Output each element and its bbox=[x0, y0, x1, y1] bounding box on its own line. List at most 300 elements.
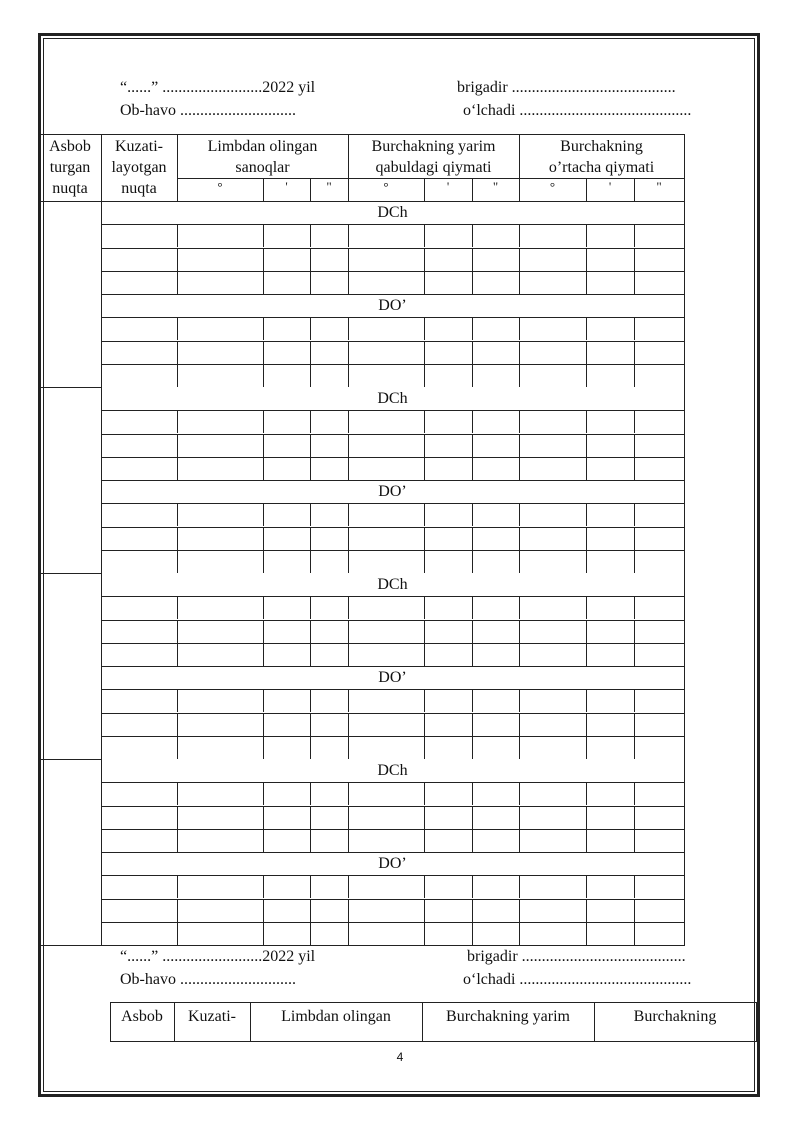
table-row-line bbox=[101, 457, 685, 458]
cell-divider bbox=[348, 457, 349, 480]
cell-divider bbox=[424, 713, 425, 736]
cell-divider bbox=[310, 341, 311, 364]
cell-divider bbox=[310, 248, 311, 271]
cell-divider bbox=[263, 643, 264, 666]
cell-divider bbox=[348, 503, 349, 526]
cell-divider bbox=[519, 689, 520, 712]
cell-divider bbox=[586, 806, 587, 829]
section-label-do: DO’ bbox=[378, 483, 407, 500]
cell-divider bbox=[348, 248, 349, 271]
cell-divider bbox=[177, 643, 178, 666]
cell-divider bbox=[177, 596, 178, 619]
cell-divider bbox=[519, 410, 520, 433]
header-yarim-line1: Burchakning yarim bbox=[371, 138, 496, 155]
cell-divider bbox=[263, 782, 264, 805]
cell-divider bbox=[424, 829, 425, 852]
cell-divider bbox=[519, 503, 520, 526]
cell-divider bbox=[519, 782, 520, 805]
cell-divider bbox=[634, 899, 635, 922]
table-row-line bbox=[101, 806, 685, 807]
header-limbdan bbox=[177, 136, 348, 178]
cell-divider bbox=[348, 434, 349, 457]
cell-divider bbox=[310, 620, 311, 643]
cell-divider bbox=[424, 503, 425, 526]
cell-divider bbox=[472, 782, 473, 805]
cell-divider bbox=[634, 527, 635, 550]
table-right-border bbox=[684, 134, 685, 945]
bottom-date-line: “......” .........................2022 yil bbox=[120, 948, 316, 965]
cell-divider bbox=[263, 829, 264, 852]
cell-divider bbox=[472, 922, 473, 945]
cell-divider bbox=[634, 922, 635, 945]
cell-divider bbox=[348, 899, 349, 922]
cell-divider bbox=[519, 457, 520, 480]
table-row-line bbox=[101, 317, 685, 318]
bottom-measured-line: o‘lchadi ........................................... bbox=[463, 971, 692, 988]
header-asbob-line1: Asbob bbox=[49, 138, 91, 155]
cell-divider bbox=[634, 875, 635, 898]
cell-divider bbox=[586, 643, 587, 666]
table-row-line bbox=[101, 271, 685, 272]
unit-divider bbox=[586, 178, 587, 201]
unit-divider bbox=[424, 178, 425, 201]
cell-divider bbox=[263, 457, 264, 480]
table-row-line bbox=[101, 620, 685, 621]
cell-divider bbox=[177, 271, 178, 294]
cell-divider bbox=[519, 317, 520, 340]
cell-divider bbox=[177, 736, 178, 759]
cell-divider bbox=[519, 596, 520, 619]
measured-line: o‘lchadi ........................................... bbox=[463, 102, 692, 119]
unit-symbol: " bbox=[656, 179, 662, 194]
cell-divider bbox=[348, 271, 349, 294]
cell-divider bbox=[263, 248, 264, 271]
header-yarim-line2: qabuldagi qiymati bbox=[375, 159, 492, 176]
cell-divider bbox=[424, 341, 425, 364]
station-divider bbox=[40, 387, 102, 388]
section-label-dch: DCh bbox=[377, 576, 408, 593]
bottom-table-top bbox=[110, 1002, 757, 1003]
header-yarim bbox=[348, 136, 519, 178]
cell-divider bbox=[263, 922, 264, 945]
cell-divider bbox=[424, 434, 425, 457]
cell-divider bbox=[348, 736, 349, 759]
cell-divider bbox=[634, 782, 635, 805]
cell-divider bbox=[310, 596, 311, 619]
unit-divider bbox=[263, 178, 264, 201]
table-row-line bbox=[101, 503, 685, 504]
bottom-table-bottom bbox=[110, 1041, 757, 1042]
station-divider bbox=[40, 759, 102, 760]
cell-divider bbox=[634, 736, 635, 759]
cell-divider bbox=[310, 829, 311, 852]
cell-divider bbox=[424, 643, 425, 666]
cell-divider bbox=[263, 271, 264, 294]
unit-divider bbox=[310, 178, 311, 201]
cell-divider bbox=[472, 271, 473, 294]
cell-divider bbox=[310, 922, 311, 945]
cell-divider bbox=[586, 689, 587, 712]
unit-symbol: ' bbox=[608, 179, 612, 194]
cell-divider bbox=[263, 434, 264, 457]
cell-divider bbox=[634, 643, 635, 666]
cell-divider bbox=[472, 224, 473, 247]
cell-divider bbox=[310, 899, 311, 922]
header-ortacha-line2: o’rtacha qiymati bbox=[548, 159, 655, 176]
cell-divider bbox=[586, 364, 587, 387]
cell-divider bbox=[424, 457, 425, 480]
cell-divider bbox=[177, 364, 178, 387]
cell-divider bbox=[310, 457, 311, 480]
header-asbob bbox=[40, 136, 100, 199]
table-row-line bbox=[101, 341, 685, 342]
table-row-line bbox=[101, 410, 685, 411]
cell-divider bbox=[263, 364, 264, 387]
table-row-line bbox=[101, 782, 685, 783]
cell-divider bbox=[424, 782, 425, 805]
cell-divider bbox=[634, 410, 635, 433]
cell-divider bbox=[472, 829, 473, 852]
table-row-line bbox=[101, 899, 685, 900]
cell-divider bbox=[472, 596, 473, 619]
table-row-line bbox=[101, 666, 685, 667]
cell-divider bbox=[177, 875, 178, 898]
cell-divider bbox=[263, 550, 264, 573]
cell-divider bbox=[177, 224, 178, 247]
cell-divider bbox=[519, 736, 520, 759]
cell-divider bbox=[586, 527, 587, 550]
bottom-header-label: Burchakning yarim bbox=[446, 1008, 570, 1025]
cell-divider bbox=[177, 550, 178, 573]
table-bottom-border bbox=[40, 945, 685, 946]
cell-divider bbox=[586, 550, 587, 573]
cell-divider bbox=[177, 457, 178, 480]
cell-divider bbox=[424, 736, 425, 759]
table-row-line bbox=[101, 689, 685, 690]
cell-divider bbox=[519, 527, 520, 550]
station-divider bbox=[40, 573, 102, 574]
cell-divider bbox=[634, 713, 635, 736]
cell-divider bbox=[177, 829, 178, 852]
unit-symbol: ° bbox=[217, 179, 223, 194]
cell-divider bbox=[263, 620, 264, 643]
cell-divider bbox=[310, 271, 311, 294]
section-label-dch: DCh bbox=[377, 390, 408, 407]
column-divider bbox=[519, 134, 520, 201]
table-left-border bbox=[40, 134, 41, 945]
cell-divider bbox=[177, 782, 178, 805]
cell-divider bbox=[586, 410, 587, 433]
cell-divider bbox=[424, 596, 425, 619]
cell-divider bbox=[634, 271, 635, 294]
cell-divider bbox=[177, 620, 178, 643]
unit-symbol: " bbox=[326, 179, 332, 194]
cell-divider bbox=[519, 899, 520, 922]
header-kuzati-line3: nuqta bbox=[121, 180, 157, 197]
cell-divider bbox=[586, 434, 587, 457]
section-label-do: DO’ bbox=[378, 855, 407, 872]
cell-divider bbox=[634, 317, 635, 340]
cell-divider bbox=[177, 527, 178, 550]
cell-divider bbox=[424, 364, 425, 387]
cell-divider bbox=[519, 224, 520, 247]
cell-divider bbox=[519, 341, 520, 364]
weather-line: Ob-havo ............................. bbox=[120, 102, 296, 119]
unit-symbol: ° bbox=[383, 179, 389, 194]
cell-divider bbox=[634, 550, 635, 573]
cell-divider bbox=[263, 689, 264, 712]
table-row-line bbox=[101, 922, 685, 923]
cell-divider bbox=[424, 527, 425, 550]
cell-divider bbox=[424, 689, 425, 712]
section-label-do: DO’ bbox=[378, 297, 407, 314]
cell-divider bbox=[472, 410, 473, 433]
cell-divider bbox=[586, 620, 587, 643]
cell-divider bbox=[634, 503, 635, 526]
cell-divider bbox=[472, 550, 473, 573]
table-row-line bbox=[101, 852, 685, 853]
header-asbob-line2: turgan bbox=[49, 159, 91, 176]
cell-divider bbox=[348, 317, 349, 340]
cell-divider bbox=[586, 224, 587, 247]
table-row-line bbox=[101, 643, 685, 644]
cell-divider bbox=[586, 713, 587, 736]
cell-divider bbox=[634, 457, 635, 480]
cell-divider bbox=[348, 527, 349, 550]
cell-divider bbox=[348, 620, 349, 643]
cell-divider bbox=[263, 713, 264, 736]
cell-divider bbox=[519, 829, 520, 852]
cell-divider bbox=[310, 527, 311, 550]
cell-divider bbox=[424, 922, 425, 945]
column-divider bbox=[177, 134, 178, 201]
cell-divider bbox=[263, 875, 264, 898]
cell-divider bbox=[310, 689, 311, 712]
header-limbdan-line1: Limbdan olingan bbox=[207, 138, 318, 155]
cell-divider bbox=[263, 899, 264, 922]
cell-divider bbox=[519, 643, 520, 666]
cell-divider bbox=[634, 248, 635, 271]
table-row-line bbox=[101, 480, 685, 481]
table-row-line bbox=[101, 550, 685, 551]
cell-divider bbox=[177, 503, 178, 526]
cell-divider bbox=[586, 248, 587, 271]
bottom-column-divider bbox=[756, 1002, 757, 1041]
cell-divider bbox=[519, 922, 520, 945]
cell-divider bbox=[310, 434, 311, 457]
cell-divider bbox=[348, 596, 349, 619]
cell-divider bbox=[177, 713, 178, 736]
bottom-header-label: Limbdan olingan bbox=[281, 1008, 391, 1025]
cell-divider bbox=[263, 224, 264, 247]
cell-divider bbox=[424, 620, 425, 643]
cell-divider bbox=[586, 271, 587, 294]
cell-divider bbox=[472, 434, 473, 457]
cell-divider bbox=[472, 689, 473, 712]
cell-divider bbox=[310, 806, 311, 829]
cell-divider bbox=[177, 317, 178, 340]
cell-divider bbox=[310, 643, 311, 666]
cell-divider bbox=[519, 806, 520, 829]
header-kuzati bbox=[101, 136, 177, 199]
page-number: 4 bbox=[396, 1050, 404, 1064]
cell-divider bbox=[424, 224, 425, 247]
table-row-line bbox=[101, 713, 685, 714]
cell-divider bbox=[263, 527, 264, 550]
cell-divider bbox=[263, 341, 264, 364]
cell-divider bbox=[310, 317, 311, 340]
table-row-line bbox=[101, 736, 685, 737]
cell-divider bbox=[586, 341, 587, 364]
table-row-line bbox=[101, 829, 685, 830]
bottom-brigadir-line: brigadir ......................................... bbox=[467, 948, 686, 965]
table-row-line bbox=[101, 364, 685, 365]
cell-divider bbox=[263, 806, 264, 829]
cell-divider bbox=[472, 643, 473, 666]
cell-divider bbox=[348, 875, 349, 898]
cell-divider bbox=[177, 922, 178, 945]
cell-divider bbox=[586, 829, 587, 852]
unit-row-bottom bbox=[40, 201, 685, 202]
cell-divider bbox=[424, 410, 425, 433]
cell-divider bbox=[348, 713, 349, 736]
cell-divider bbox=[519, 364, 520, 387]
cell-divider bbox=[310, 410, 311, 433]
table-row-line bbox=[101, 294, 685, 295]
cell-divider bbox=[519, 271, 520, 294]
unit-symbol: ' bbox=[285, 179, 288, 194]
cell-divider bbox=[263, 410, 264, 433]
table-row-line bbox=[101, 527, 685, 528]
cell-divider bbox=[586, 875, 587, 898]
cell-divider bbox=[472, 806, 473, 829]
cell-divider bbox=[472, 899, 473, 922]
brigadir-line: brigadir ......................................... bbox=[457, 79, 676, 96]
unit-symbol: " bbox=[492, 179, 499, 194]
cell-divider bbox=[348, 922, 349, 945]
cell-divider bbox=[348, 224, 349, 247]
cell-divider bbox=[472, 875, 473, 898]
cell-divider bbox=[348, 829, 349, 852]
cell-divider bbox=[177, 689, 178, 712]
cell-divider bbox=[348, 782, 349, 805]
table-row-line bbox=[101, 224, 685, 225]
column-divider bbox=[348, 134, 349, 201]
column-divider bbox=[101, 134, 102, 945]
date-line: “......” .........................2022 yil bbox=[120, 79, 316, 96]
section-label-dch: DCh bbox=[377, 204, 408, 221]
cell-divider bbox=[586, 899, 587, 922]
cell-divider bbox=[586, 596, 587, 619]
cell-divider bbox=[586, 503, 587, 526]
cell-divider bbox=[634, 596, 635, 619]
section-label-do: DO’ bbox=[378, 669, 407, 686]
cell-divider bbox=[348, 364, 349, 387]
cell-divider bbox=[310, 875, 311, 898]
cell-divider bbox=[634, 620, 635, 643]
cell-divider bbox=[424, 806, 425, 829]
cell-divider bbox=[586, 457, 587, 480]
cell-divider bbox=[472, 620, 473, 643]
cell-divider bbox=[586, 317, 587, 340]
cell-divider bbox=[424, 317, 425, 340]
cell-divider bbox=[519, 248, 520, 271]
cell-divider bbox=[586, 782, 587, 805]
cell-divider bbox=[310, 736, 311, 759]
unit-divider bbox=[472, 178, 473, 201]
table-top-border bbox=[40, 134, 685, 135]
unit-divider bbox=[634, 178, 635, 201]
cell-divider bbox=[177, 899, 178, 922]
cell-divider bbox=[472, 527, 473, 550]
cell-divider bbox=[634, 829, 635, 852]
cell-divider bbox=[424, 899, 425, 922]
cell-divider bbox=[519, 434, 520, 457]
cell-divider bbox=[634, 341, 635, 364]
table-row-line bbox=[101, 875, 685, 876]
cell-divider bbox=[586, 736, 587, 759]
table-row-line bbox=[101, 596, 685, 597]
cell-divider bbox=[263, 596, 264, 619]
cell-divider bbox=[348, 643, 349, 666]
cell-divider bbox=[177, 410, 178, 433]
unit-symbol: ' bbox=[446, 179, 450, 194]
cell-divider bbox=[310, 364, 311, 387]
table-row-line bbox=[101, 434, 685, 435]
cell-divider bbox=[310, 224, 311, 247]
cell-divider bbox=[177, 341, 178, 364]
bottom-header-label: Kuzati- bbox=[188, 1008, 236, 1025]
bottom-weather-line: Ob-havo ............................. bbox=[120, 971, 296, 988]
cell-divider bbox=[424, 271, 425, 294]
cell-divider bbox=[310, 782, 311, 805]
cell-divider bbox=[348, 550, 349, 573]
cell-divider bbox=[424, 248, 425, 271]
cell-divider bbox=[634, 806, 635, 829]
cell-divider bbox=[310, 550, 311, 573]
bottom-header-label: Asbob bbox=[121, 1008, 163, 1025]
cell-divider bbox=[519, 620, 520, 643]
header-ortacha bbox=[519, 136, 684, 178]
header-kuzati-line2: layotgan bbox=[111, 159, 167, 176]
cell-divider bbox=[424, 550, 425, 573]
header-ortacha-line1: Burchakning bbox=[560, 138, 643, 155]
cell-divider bbox=[310, 503, 311, 526]
header-limbdan-line2: sanoqlar bbox=[235, 159, 290, 176]
section-label-dch: DCh bbox=[377, 762, 408, 779]
unit-symbol: ° bbox=[549, 179, 556, 194]
cell-divider bbox=[519, 550, 520, 573]
header-kuzati-line1: Kuzati- bbox=[115, 138, 163, 155]
cell-divider bbox=[634, 364, 635, 387]
cell-divider bbox=[348, 806, 349, 829]
cell-divider bbox=[424, 875, 425, 898]
cell-divider bbox=[263, 736, 264, 759]
bottom-header-label: Burchakning bbox=[633, 1008, 717, 1025]
cell-divider bbox=[472, 503, 473, 526]
cell-divider bbox=[348, 410, 349, 433]
cell-divider bbox=[177, 434, 178, 457]
cell-divider bbox=[472, 341, 473, 364]
cell-divider bbox=[348, 689, 349, 712]
cell-divider bbox=[634, 434, 635, 457]
cell-divider bbox=[472, 736, 473, 759]
cell-divider bbox=[348, 341, 349, 364]
cell-divider bbox=[634, 689, 635, 712]
cell-divider bbox=[472, 248, 473, 271]
cell-divider bbox=[177, 248, 178, 271]
cell-divider bbox=[472, 317, 473, 340]
